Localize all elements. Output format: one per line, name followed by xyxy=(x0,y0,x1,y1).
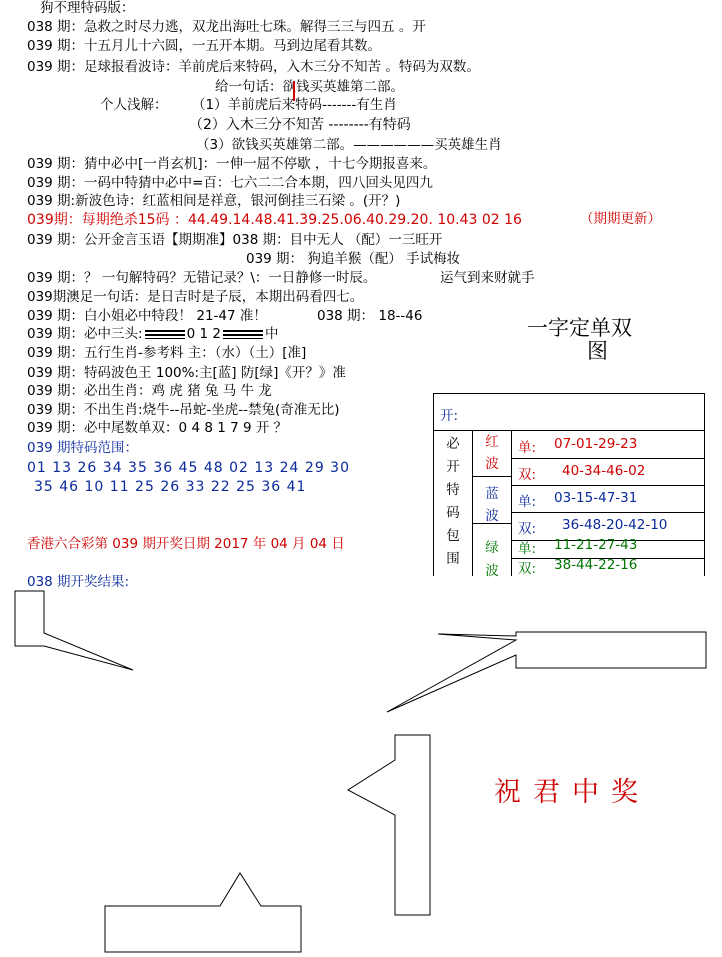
line-038-rescue: 038 期：急救之时尽力逃，双龙出海吐七珠。解得三三与四五 。开 xyxy=(27,19,426,35)
callout-box-2 xyxy=(387,632,706,712)
single-double-title: 一字定单双 xyxy=(527,316,632,340)
line-039-football-poem: 039 期：足球报看波诗：羊前虎后来特码，入木三分不知苦 。特码为双数。 xyxy=(27,59,480,75)
line-039-macau: 039期澳足一句话：是日吉时是子辰，本期出码看四七。 xyxy=(27,289,364,305)
row-label: 双: xyxy=(518,561,537,577)
line-039-tail-digits: 039 期：必中尾数单双：0 4 8 1 7 9 开 ？ xyxy=(27,420,288,436)
line-039-must-zodiac: 039 期：必出生肖：鸡 虎 猪 兔 马 牛 龙 xyxy=(27,383,272,399)
line-personal-label: 个人浅解： xyxy=(100,97,168,113)
row-value: 40-34-46-02 xyxy=(562,463,646,479)
col1-char: 包 xyxy=(446,528,460,544)
callout-box-1 xyxy=(15,591,133,670)
line-039-one-sentence: 039 期：？ 一句解特码？无错记录？\：一日静修一时辰。 xyxy=(27,270,377,286)
line-039-moon: 039 期：十五月儿十六圆，一五开本期。马到边尾看其数。 xyxy=(27,38,382,54)
col1-char: 码 xyxy=(446,505,460,521)
line-update-note: （期期更新） xyxy=(580,211,661,227)
row-label: 双: xyxy=(518,521,537,537)
three-heads-suffix: 中 xyxy=(264,326,279,342)
range-numbers-row2: 35 46 10 11 25 26 33 22 25 36 41 xyxy=(34,479,307,495)
row-label: 单: xyxy=(518,494,537,510)
line-039-special-segment: 039 期：白小姐必中特段！ 21-47 准！ xyxy=(27,308,267,324)
line-039-kill-15: 039期：每期绝杀15码 ：44.49.14.48.41.39.25.06.40.29.20. 10.43 02 16 xyxy=(27,212,522,228)
green-wave-char: 绿 xyxy=(485,540,499,556)
line-039-not-zodiac: 039 期：不出生肖:烧牛--吊蛇-坐虎--禁兔(奇准无比) xyxy=(27,402,340,418)
callout-box-3 xyxy=(348,735,430,915)
row-value: 38-44-22-16 xyxy=(554,557,638,573)
line-038-segment: 038 期： 18--46 xyxy=(317,308,423,324)
line-039-wave-poem: 039 期:新波色诗：红蓝相间是祥意，银河倒挂三石梁 。(开？) xyxy=(27,193,401,209)
line-039-golden-words: 039 期：公开金言玉语【期期准】038 期：目中无人 （配）一三旺开 xyxy=(27,232,443,248)
col1-char: 特 xyxy=(446,482,460,498)
red-wave-char: 波 xyxy=(485,456,499,472)
line-039-guess-zodiac: 039 期：猜中必中[一肖玄机]：一伸一屈不停歇 ，十七今期报喜来。 xyxy=(27,156,437,172)
open-label: 开: xyxy=(440,408,459,424)
three-heads-label: 039 期：必中三头: xyxy=(27,326,143,342)
line-personal-2: （2）入木三分不知苦 --------有特码 xyxy=(189,117,411,133)
row-label: 单: xyxy=(518,440,537,456)
three-heads-digits: 0 1 2 xyxy=(186,326,221,342)
col1-char: 必 xyxy=(446,436,460,452)
result-038-label: 038 期开奖结果: xyxy=(27,574,130,590)
line-luck: 运气到来财就手 xyxy=(440,270,535,286)
draw-date: 香港六合彩第 039 期开奖日期 2017 年 04 月 04 日 xyxy=(27,536,345,552)
col1-char: 开 xyxy=(446,459,460,475)
line-personal-1: （1）羊前虎后来特码-------有生肖 xyxy=(192,97,397,113)
row-value: 11-21-27-43 xyxy=(554,537,638,553)
row-value: 07-01-29-23 xyxy=(554,436,638,452)
line-personal-3: （3）欲钱买英雄第二部。——————买英雄生肖 xyxy=(196,137,502,153)
range-numbers-row1: 01 13 26 34 35 36 45 48 02 13 24 29 30 xyxy=(27,460,350,476)
green-wave-char: 波 xyxy=(485,563,499,579)
line-039-range-title: 039 期特码范围： xyxy=(27,440,139,456)
good-luck-banner: 祝君中奖 xyxy=(494,777,650,808)
blue-wave-char: 蓝 xyxy=(485,486,499,502)
line-039-dog-chase: 039 期： 狗追羊猴（配） 手试梅妆 xyxy=(246,251,461,267)
line-039-five-elements: 039 期：五行生肖-参考料 主：（水）（土）[准] xyxy=(27,345,307,361)
row-label: 双: xyxy=(518,467,537,483)
line-039-wave-king: 039 期：特码波色王 100%:主[蓝] 防[绿]《开？》准 xyxy=(27,365,346,381)
line-one-sentence: 给一句话：欲钱买英雄第二部。 xyxy=(215,79,404,95)
callout-box-4 xyxy=(105,873,301,952)
col1-char: 围 xyxy=(446,551,460,567)
single-double-title-2: 图 xyxy=(587,339,608,363)
line-039-one-code: 039 期：一码中特猜中必中=百：七六二二合本期，四八回头见四九 xyxy=(27,175,433,191)
row-label: 单: xyxy=(518,541,537,557)
row-value: 03-15-47-31 xyxy=(554,490,638,506)
blue-wave-char: 波 xyxy=(485,508,499,524)
red-wave-char: 红 xyxy=(485,434,499,450)
row-value: 36-48-20-42-10 xyxy=(562,517,668,533)
header-title: 狗不理特码版： xyxy=(40,0,135,16)
